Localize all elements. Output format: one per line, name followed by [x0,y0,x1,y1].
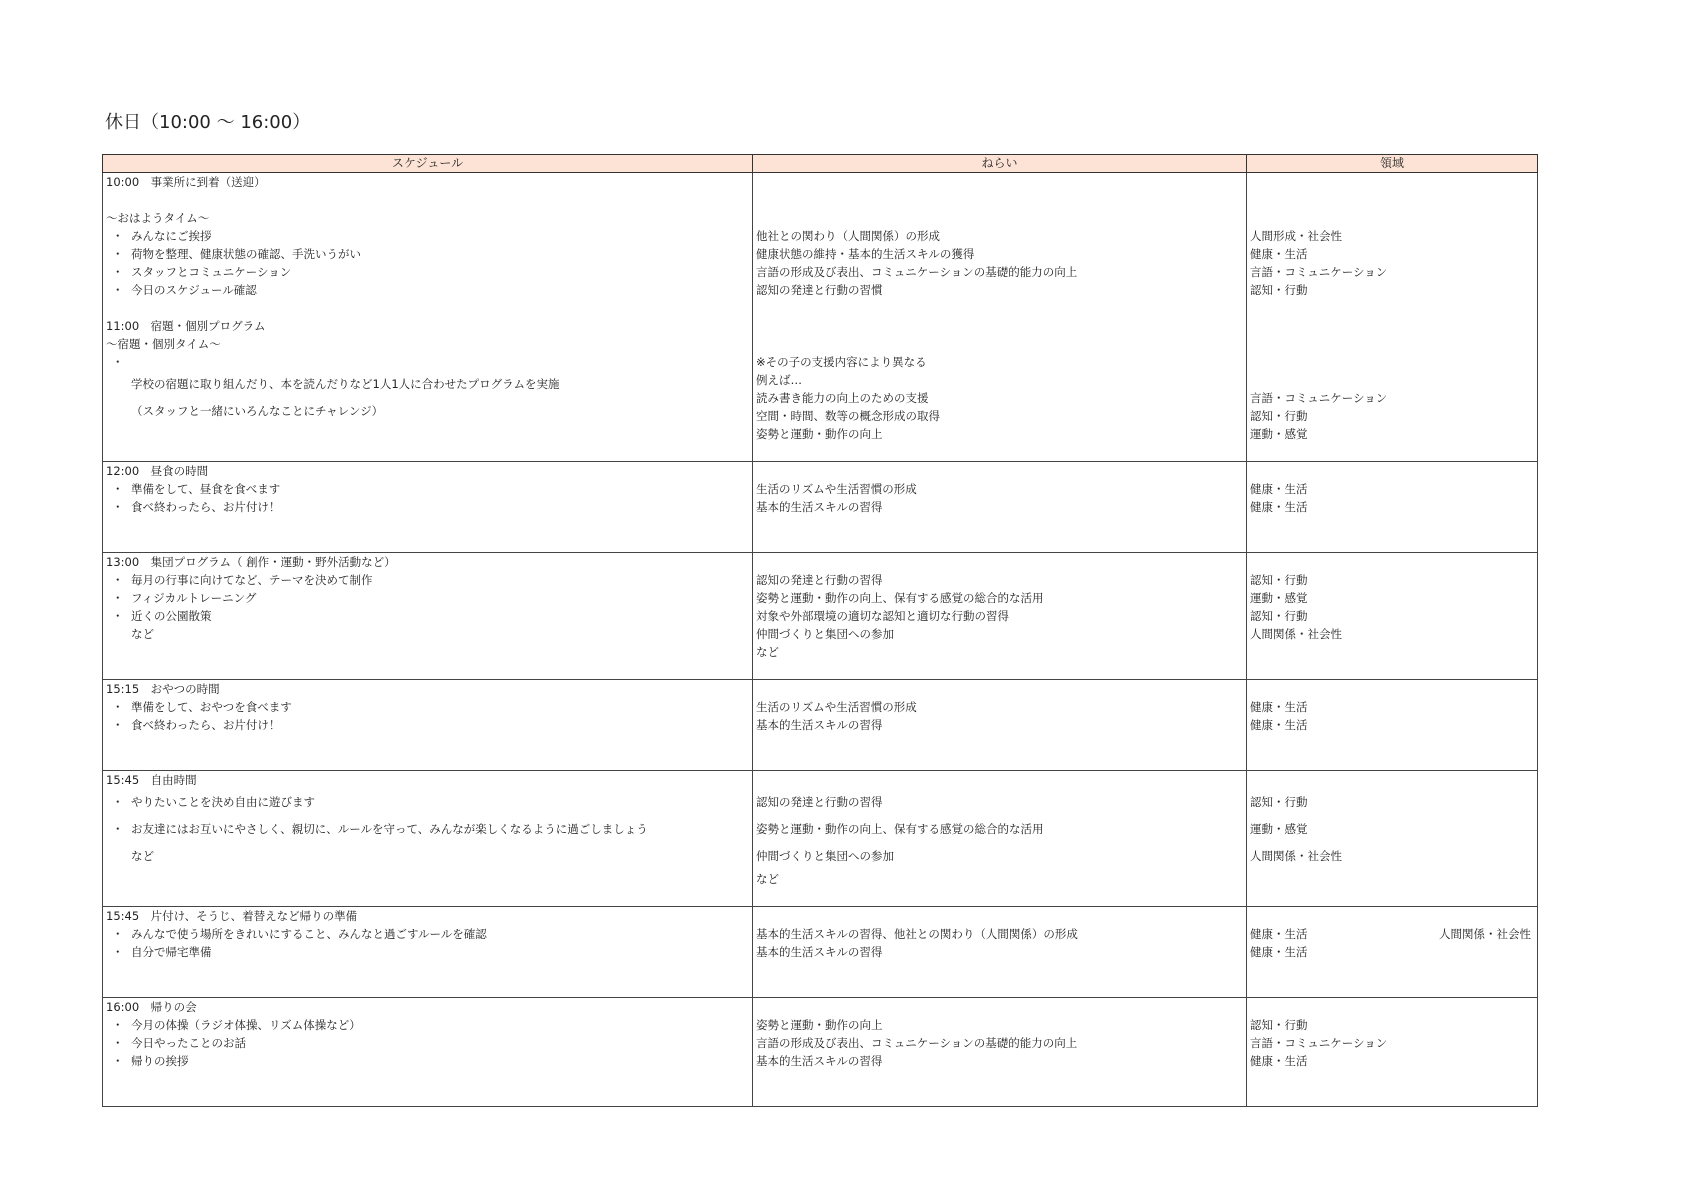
aim-line [753,209,1246,227]
area-line: 健康・生活 [1250,700,1308,714]
aim-line: など [756,872,779,886]
area-line: 言語・コミュニケーション [1250,1036,1388,1050]
area-line: 健康・生活 [1250,500,1308,514]
aim-cell [753,680,1247,771]
schedule-line [103,1088,752,1106]
area-line [1247,534,1537,552]
schedule-line: など [131,849,154,863]
bullet-dot: ・ [112,265,124,279]
aim-line: 他社との関わり（人間関係）の形成 [756,229,940,243]
schedule-line-text: みんなで使う場所をきれいにすること、みんなと過ごすルールを確認 [131,927,487,941]
area-line [1247,462,1537,480]
schedule-line [103,281,752,299]
aim-line: ※その子の支援内容により異なる [756,355,927,369]
schedule-cell [103,462,753,553]
area-line [1247,734,1537,752]
schedule-line: 15:45 自由時間 [106,773,197,787]
schedule-cell [103,998,753,1107]
schedule-line [103,979,752,997]
aim-line: 言語の形成及び表出、コミュニケーションの基礎的能力の向上 [756,1036,1078,1050]
aim-cell [753,173,1247,462]
aim-line: 認知の発達と行動の習得 [756,573,883,587]
aim-line: 空間・時間、数等の概念形成の取得 [756,409,940,423]
schedule-line-text: 毎月の行事に向けてなど、テーマを決めて制作 [131,573,373,587]
schedule-line [103,516,752,534]
schedule-line [103,245,752,263]
aim-line: 対象や外部環境の適切な認知と適切な行動の習得 [756,609,1009,623]
area-line: 健康・生活 [1250,945,1308,959]
area-line [1247,752,1537,770]
schedule-line: ～宿題・個別タイム～ [106,337,221,351]
header-schedule: スケジュール [103,155,753,173]
schedule-line [103,789,752,816]
schedule-line-text: やりたいことを決め自由に遊びます [131,795,315,809]
bullet-dot: ・ [112,718,124,732]
bullet-dot: ・ [112,500,124,514]
aim-line: 生活のリズムや生活習慣の形成 [756,700,917,714]
aim-line: 姿勢と運動・動作の向上、保有する感覚の総合的な活用 [756,822,1044,836]
schedule-line-text: フィジカルトレーニング [131,591,257,605]
aim-line: 生活のリズムや生活習慣の形成 [756,482,917,496]
aim-line [753,1088,1246,1106]
area-line [1247,907,1537,925]
area-line: 認知・行動 [1250,609,1308,623]
area-line [1247,209,1537,227]
area-line [1247,979,1537,997]
bullet-dot: ・ [112,283,124,297]
aim-line: 例えば… [756,373,802,387]
bullet-dot: ・ [112,355,124,369]
schedule-block-row [103,462,1538,553]
header-aim: ねらい [753,155,1247,173]
aim-line [753,516,1246,534]
schedule-line-text: スタッフとコミュニケーション [131,265,292,279]
aim-cell [753,771,1247,907]
area-line [1247,516,1537,534]
area-line: 運動・感覚 [1250,591,1308,605]
area-line [1247,317,1537,335]
schedule-line [103,299,752,317]
bullet-dot: ・ [112,795,124,809]
schedule-block-row [103,907,1538,998]
schedule-line: 15:45 片付け、そうじ、着替えなど帰りの準備 [106,909,358,923]
schedule-line [103,1016,752,1034]
schedule-line [103,534,752,552]
aim-line [753,752,1246,770]
schedule-line-text: 今日やったことのお話 [131,1036,246,1050]
area-line: 人間形成・社会性 [1250,229,1342,243]
aim-line [753,888,1246,906]
schedule-line: （スタッフと一緒にいろんなことにチャレンジ） [131,404,384,418]
schedule-line [103,353,752,371]
aim-line [753,680,1246,698]
area-line: 言語・コミュニケーション [1250,391,1388,405]
schedule-line [103,816,752,843]
schedule-line [103,643,752,661]
aim-line [753,553,1246,571]
area-line [1247,191,1537,209]
schedule-cell [103,173,753,462]
aim-cell [753,907,1247,998]
schedule-line [103,752,752,770]
aim-line: 姿勢と運動・動作の向上 [756,1018,883,1032]
area-line: 健康・生活 [1250,482,1308,496]
aim-line [753,961,1246,979]
area-line: 認知・行動 [1250,409,1308,423]
aim-line: 基本的生活スキルの習得 [756,718,883,732]
aim-line: 健康状態の維持・基本的生活スキルの獲得 [756,247,975,261]
aim-line: 基本的生活スキルの習得 [756,945,883,959]
aim-line [753,443,1246,461]
bullet-dot: ・ [112,927,124,941]
schedule-line [103,734,752,752]
area-line [1247,771,1537,789]
bullet-dot: ・ [112,1036,124,1050]
area-line [1247,680,1537,698]
schedule-line-text: 今日のスケジュール確認 [131,283,257,297]
area-line: 健康・生活 [1250,1054,1308,1068]
aim-line: 基本的生活スキルの習得 [756,500,883,514]
schedule-cell [103,553,753,680]
area-line: 認知・行動 [1250,573,1308,587]
schedule-line: 11:00 宿題・個別プログラム [106,319,266,333]
area-line [1247,925,1537,943]
schedule-cell [103,907,753,998]
schedule-cell [103,771,753,907]
aim-line: 姿勢と運動・動作の向上、保有する感覚の総合的な活用 [756,591,1044,605]
area-line: 認知・行動 [1250,283,1308,297]
schedule-line-text: 準備をして、おやつを食べます [131,700,292,714]
schedule-line [103,1052,752,1070]
schedule-line [103,480,752,498]
page-title: 休日（10:00 ～ 16:00） [105,112,311,133]
area-line: 健康・生活 [1250,718,1308,732]
area-line [1247,371,1537,389]
area-line [1247,335,1537,353]
schedule-line-text: 荷物を整理、健康状態の確認、手洗いうがい [131,247,361,261]
area-line [1247,443,1537,461]
area-line: 人間関係・社会性 [1250,627,1342,641]
schedule-line: 10:00 事業所に到着（送迎） [106,175,266,189]
area-cell [1247,998,1538,1107]
schedule-table [102,154,1538,1107]
area-line [1247,870,1537,888]
schedule-line [103,716,752,734]
aim-line [753,661,1246,679]
area-cell [1247,771,1538,907]
aim-line: など [756,645,779,659]
schedule-line [103,870,752,888]
area-line [1247,353,1537,371]
schedule-line [103,925,752,943]
aim-cell [753,553,1247,680]
aim-line: 基本的生活スキルの習得 [756,1054,883,1068]
schedule-line-text: 準備をして、昼食を食べます [131,482,281,496]
schedule-line [103,1070,752,1088]
aim-line [753,734,1246,752]
schedule-line-text: 近くの公園散策 [131,609,212,623]
area-cell [1247,173,1538,462]
schedule-line: 16:00 帰りの会 [106,1000,197,1014]
aim-line [753,534,1246,552]
schedule-line-text: お友達にはお互いにやさしく、親切に、ルールを守って、みんなが楽しくなるように過ごしましょう [131,822,648,836]
schedule-cell [103,680,753,771]
header-area: 領域 [1247,155,1538,173]
aim-line: 読み書き能力の向上のための支援 [756,391,929,405]
schedule-line [103,589,752,607]
header-row [103,155,1538,173]
bullet-dot: ・ [112,482,124,496]
schedule-line: 12:00 昼食の時間 [106,464,209,478]
aim-line [753,979,1246,997]
schedule-line: ～おはようタイム～ [106,211,210,225]
area-line [1247,299,1537,317]
bullet-dot: ・ [112,1018,124,1032]
area-line [1247,998,1537,1016]
schedule-block-row [103,173,1538,462]
schedule-line [103,571,752,589]
area-line: 人間関係・社会性 [1250,849,1342,863]
bullet-dot: ・ [112,609,124,623]
area-line: 認知・行動 [1250,1018,1308,1032]
schedule-block-row [103,553,1538,680]
area-line [1247,661,1537,679]
schedule-line [103,191,752,209]
area-cell [1247,907,1538,998]
schedule-block-row [103,680,1538,771]
schedule-block-row [103,771,1538,907]
area-line: 運動・感覚 [1250,427,1308,441]
bullet-dot: ・ [112,591,124,605]
area-line: 言語・コミュニケーション [1250,265,1388,279]
bullet-dot: ・ [112,945,124,959]
schedule-line [103,888,752,906]
area-line: 運動・感覚 [1250,822,1308,836]
area-line: 認知・行動 [1250,795,1308,809]
area-cell [1247,553,1538,680]
schedule-line: 15:15 おやつの時間 [106,682,220,696]
aim-cell [753,998,1247,1107]
area-extra-text: 人間関係・社会性 [1439,927,1531,941]
aim-line [753,462,1246,480]
area-line [1247,1070,1537,1088]
aim-line: 仲間づくりと集団への参加 [756,849,894,863]
area-line [1247,888,1537,906]
schedule-line [103,943,752,961]
area-line [1247,553,1537,571]
aim-line: 認知の発達と行動の習得 [756,795,883,809]
area-line-text: 健康・生活 [1250,927,1308,941]
bullet-dot: ・ [112,229,124,243]
bullet-dot: ・ [112,700,124,714]
aim-line [753,907,1246,925]
schedule-line [103,1034,752,1052]
area-line [1247,643,1537,661]
schedule-block-row [103,998,1538,1107]
schedule-line-text: 食べ終わったら、お片付け！ [131,500,281,514]
schedule-line: 学校の宿題に取り組んだり、本を読んだりなど1人1人に合わせたプログラムを実施 [131,377,560,391]
area-line: 健康・生活 [1250,247,1308,261]
schedule-line [103,227,752,245]
aim-line [753,335,1246,353]
aim-line: 言語の形成及び表出、コミュニケーションの基礎的能力の向上 [756,265,1078,279]
area-cell [1247,680,1538,771]
schedule-line-text: 帰りの挨拶 [131,1054,189,1068]
aim-line [753,191,1246,209]
schedule-line [103,607,752,625]
aim-line [753,317,1246,335]
bullet-dot: ・ [112,1054,124,1068]
schedule-line [103,661,752,679]
bullet-dot: ・ [112,247,124,261]
aim-line: 仲間づくりと集団への参加 [756,627,894,641]
aim-line [753,1070,1246,1088]
aim-line: 姿勢と運動・動作の向上 [756,427,883,441]
schedule-line-text: 自分で帰宅準備 [131,945,212,959]
area-cell [1247,462,1538,553]
schedule-line-text: 食べ終わったら、お片付け！ [131,718,281,732]
aim-line: 基本的生活スキルの習得、他社との関わり（人間関係）の形成 [756,927,1078,941]
bullet-dot: ・ [112,822,124,836]
aim-line [753,771,1246,789]
schedule-line [103,263,752,281]
schedule-line [103,961,752,979]
schedule-line-text: みんなにご挨拶 [131,229,212,243]
bullet-dot: ・ [112,573,124,587]
schedule-line [103,498,752,516]
aim-line [753,299,1246,317]
aim-cell [753,462,1247,553]
area-line [1247,961,1537,979]
area-line [1247,173,1537,191]
schedule-line: 13:00 集団プログラム（ 創作・運動・野外活動など） [106,555,396,569]
aim-line: 認知の発達と行動の習慣 [756,283,883,297]
schedule-line-text: 今月の体操（ラジオ体操、リズム体操など） [131,1018,361,1032]
schedule-line: など [131,627,154,641]
aim-line [753,173,1246,191]
area-line [1247,1088,1537,1106]
schedule-line [103,698,752,716]
aim-line [753,998,1246,1016]
